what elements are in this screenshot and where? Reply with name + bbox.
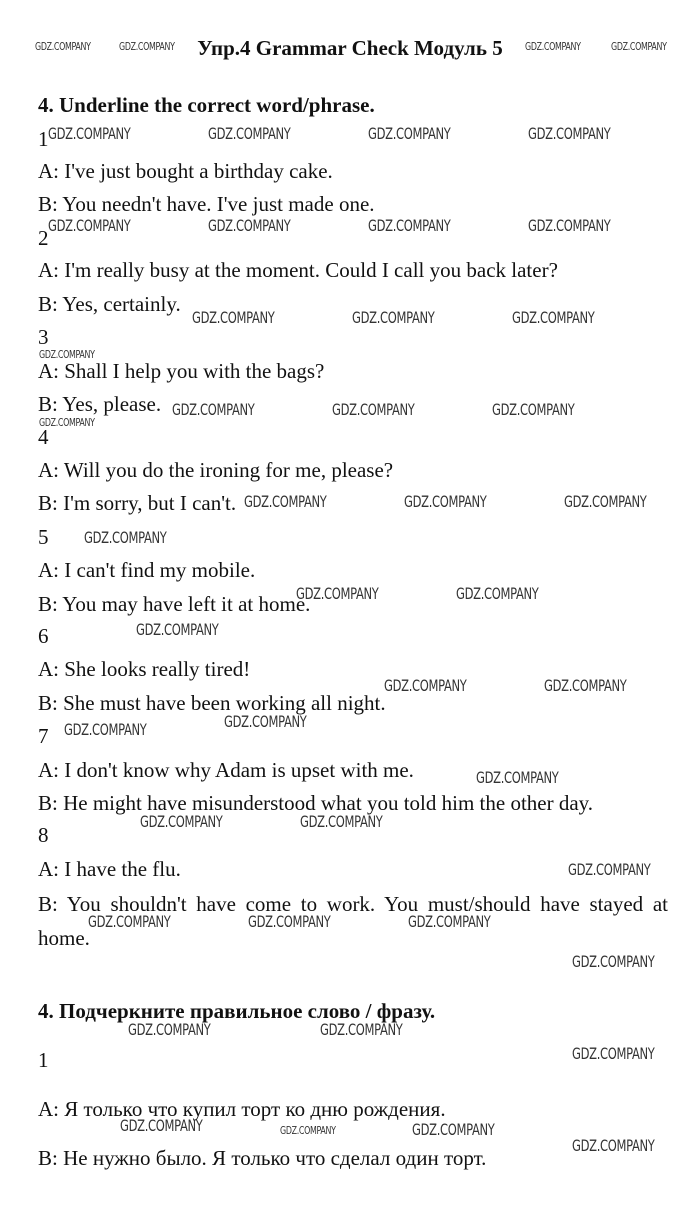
watermark: GDZ.COMPANY: [404, 492, 487, 511]
watermark: GDZ.COMPANY: [544, 676, 627, 695]
watermark: GDZ.COMPANY: [492, 400, 575, 419]
watermark: GDZ.COMPANY: [572, 952, 655, 971]
watermark: GDZ.COMPANY: [244, 492, 327, 511]
item-number: 2: [38, 226, 49, 250]
line-b: B: Yes, please.: [38, 392, 162, 416]
line-b: B: She must have been working all night.: [38, 691, 386, 715]
watermark: GDZ.COMPANY: [572, 1136, 655, 1155]
watermark: GDZ.COMPANY: [564, 492, 647, 511]
line-a: A: I can't find my mobile.: [38, 558, 256, 582]
page-title: Упр.4 Grammar Check Модуль 5: [197, 36, 503, 60]
watermark: GDZ.COMPANY: [120, 1116, 203, 1135]
watermark: GDZ.COMPANY: [248, 912, 331, 931]
watermark: GDZ.COMPANY: [64, 720, 147, 739]
watermark: GDZ.COMPANY: [572, 1044, 655, 1063]
watermark: GDZ.COMPANY: [296, 584, 379, 603]
watermark: GDZ.COMPANY: [84, 528, 167, 547]
watermark: GDZ.COMPANY: [39, 416, 95, 429]
watermark: GDZ.COMPANY: [224, 712, 307, 731]
watermark: GDZ.COMPANY: [172, 400, 255, 419]
watermark: GDZ.COMPANY: [456, 584, 539, 603]
watermark: GDZ.COMPANY: [611, 40, 667, 53]
line-b: B: You needn't have. I've just made one.: [38, 192, 375, 216]
watermark: GDZ.COMPANY: [512, 308, 595, 327]
watermark: GDZ.COMPANY: [140, 812, 223, 831]
line-b: B: I'm sorry, but I can't.: [38, 491, 237, 515]
watermark: GDZ.COMPANY: [88, 912, 171, 931]
item-number: 5: [38, 525, 49, 549]
watermark: GDZ.COMPANY: [208, 216, 291, 235]
watermark: GDZ.COMPANY: [528, 216, 611, 235]
watermark: GDZ.COMPANY: [525, 40, 581, 53]
section-heading-en: 4. Underline the correct word/phrase.: [38, 93, 375, 117]
watermark: GDZ.COMPANY: [568, 860, 651, 879]
item-number: 8: [38, 823, 49, 847]
watermark: GDZ.COMPANY: [384, 676, 467, 695]
section-heading-ru: 4. Подчеркните правильное слово / фразу.: [38, 999, 436, 1023]
watermark: GDZ.COMPANY: [320, 1020, 403, 1039]
watermark: GDZ.COMPANY: [136, 620, 219, 639]
item-number: 6: [38, 624, 49, 648]
line-a: A: I've just bought a birthday cake.: [38, 159, 333, 183]
item-number: 1: [38, 127, 49, 151]
watermark: GDZ.COMPANY: [332, 400, 415, 419]
item-number: 7: [38, 724, 49, 748]
watermark: GDZ.COMPANY: [368, 216, 451, 235]
watermark: GDZ.COMPANY: [528, 124, 611, 143]
watermark: GDZ.COMPANY: [128, 1020, 211, 1039]
item-number: 4: [38, 425, 49, 449]
line-b: B: Не нужно было. Я только что сделал один торт.: [38, 1146, 487, 1170]
line-a: A: I'm really busy at the moment. Could I call you back later?: [38, 258, 558, 282]
item-number: 1: [38, 1048, 49, 1072]
line-a: A: She looks really tired!: [38, 657, 251, 681]
line-a: A: I don't know why Adam is upset with me.: [38, 758, 414, 782]
line-a: A: Shall I help you with the bags?: [38, 359, 325, 383]
watermark: GDZ.COMPANY: [39, 348, 95, 361]
line-b: B: You shouldn't have come to work. You must/should have stayed at home.: [38, 892, 668, 950]
watermark: GDZ.COMPANY: [192, 308, 275, 327]
watermark: GDZ.COMPANY: [48, 124, 131, 143]
watermark: GDZ.COMPANY: [412, 1120, 495, 1139]
watermark: GDZ.COMPANY: [352, 308, 435, 327]
line-b: B: Yes, certainly.: [38, 292, 181, 316]
line-b: B: He might have misunderstood what you told him the other day.: [38, 791, 594, 815]
line-a: A: I have the flu.: [38, 857, 181, 881]
watermark: GDZ.COMPANY: [208, 124, 291, 143]
watermark: GDZ.COMPANY: [119, 40, 175, 53]
watermark: GDZ.COMPANY: [48, 216, 131, 235]
watermark: GDZ.COMPANY: [408, 912, 491, 931]
watermark: GDZ.COMPANY: [35, 40, 91, 53]
item-number: 3: [38, 325, 49, 349]
watermark: GDZ.COMPANY: [368, 124, 451, 143]
line-a: A: Will you do the ironing for me, please?: [38, 458, 394, 482]
line-b: B: You may have left it at home.: [38, 592, 311, 616]
watermark: GDZ.COMPANY: [300, 812, 383, 831]
watermark: GDZ.COMPANY: [280, 1124, 336, 1137]
line-a: A: Я только что купил торт ко дню рождения.: [38, 1097, 446, 1121]
watermark: GDZ.COMPANY: [476, 768, 559, 787]
